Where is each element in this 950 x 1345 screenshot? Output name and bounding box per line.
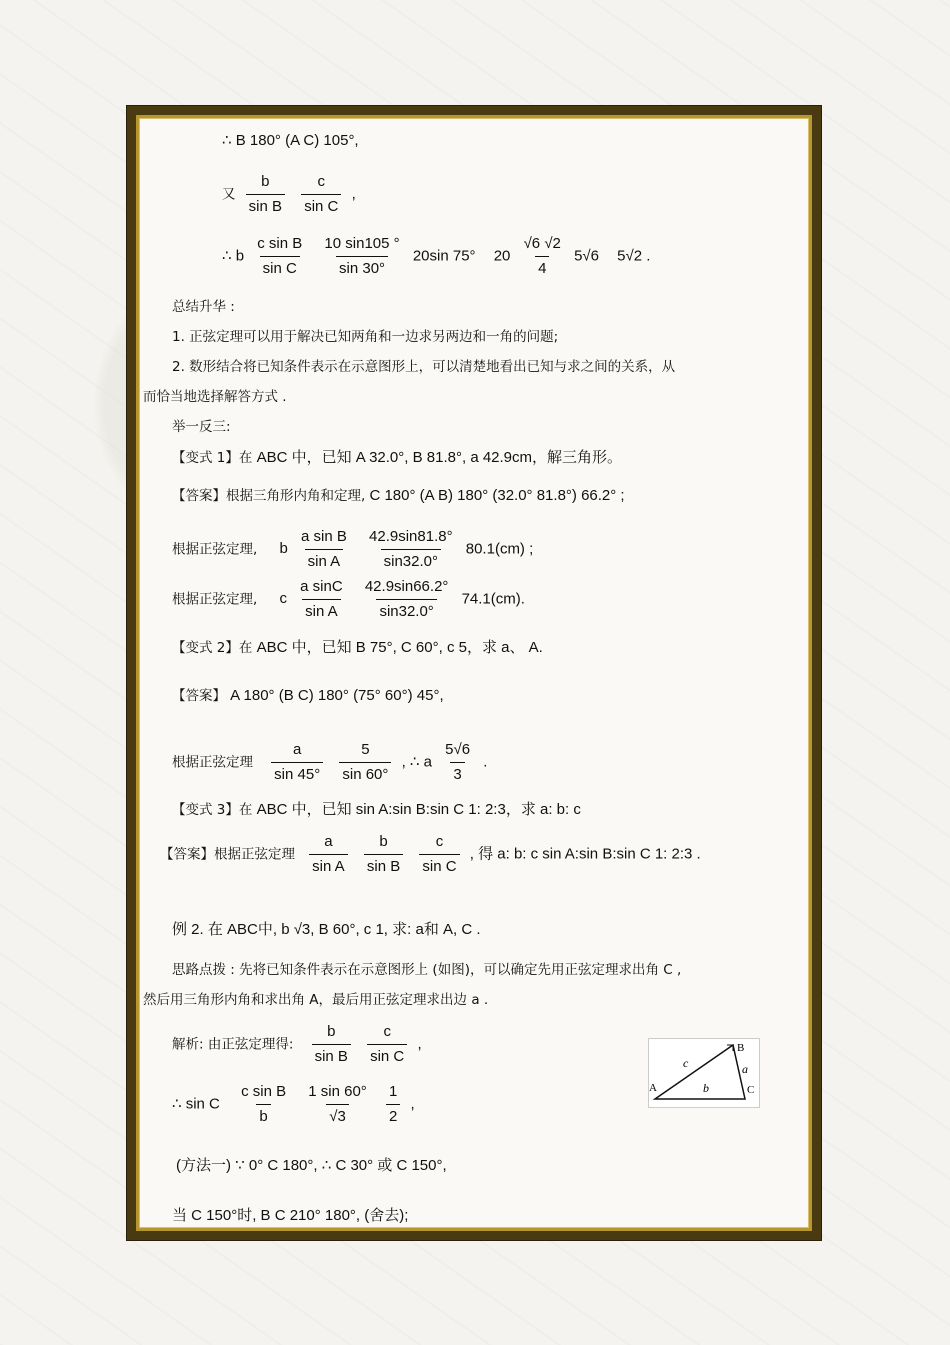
silu-1: 思路点拨 : 先将已知条件表示在示意图形上 (如图)，可以确定先用正弦定理求出角 C , [172,962,682,978]
jiexi: 解析: 由正弦定理得: $\frac{b}{\text{sin B}}$ $\frac{c}{\text{sin C}}$ , [172,1023,422,1065]
side-c-label: c [683,1056,689,1070]
answer-2: 【答案】 A 180° (B C) 180° (75° 60°) 45°, [172,687,444,704]
triangle-diagram [649,1039,759,1107]
jiexi-2: ∴ sin C $\frac{\text{c sin B}}{b}$ $\frac{1 \sin 60^\circ}{√3}$ $\frac{1}{2}$ , [172,1083,415,1125]
triangle-figure [648,1038,760,1108]
summary-2b: 而恰当地选择解答方式 . [143,389,287,405]
vertex-A-label: A [649,1082,657,1094]
answer-1c: 根据正弦定理, c $\frac{\text{a sinC}}{\text{sin A}}$ $\frac{42.9\sin 66.2^\circ}{\sin 32.0^\circ}$ 74.1(cm). [172,578,525,620]
line3: ∴ b $\frac{\text{c sin B}}{\text{sin C}}$ $\frac{10 \sin 105 ^\circ}{\sin 30^\circ}$ 20sin 75° 20 $\frac{√6 √2}{4}$ 5√6 5√2 . [222,235,651,277]
variant-3: 【变式 3】在 ABC 中，已知 sin A:sin B:sin C 1: 2:3，求 a: b: c [172,801,581,818]
method-1: (方法一) ∵ 0° C 180°, ∴ C 30° 或 C 150°, [176,1157,447,1174]
side-b-label: b [703,1081,709,1095]
vertex-C-label: C [747,1084,755,1096]
summary-title: 总结升华 : [172,299,235,315]
method-1-case: 当 C 150°时, B C 210° 180°, (舍去); [172,1207,409,1224]
answer-3: 【答案】根据正弦定理 $\frac{a}{\text{sin A}}$ $\frac{b}{\text{sin B}}$ $\frac{c}{\text{sin C}}$ , 得 a: b: c sin A:sin B:sin C 1: 2:3 . [160,833,701,875]
silu-2: 然后用三角形内角和求出角 A，最后用正弦定理求出边 a . [143,992,489,1008]
juyi: 举一反三: [172,419,231,435]
summary-2a: 2. 数形结合将已知条件表示在示意图形上，可以清楚地看出已知与求之间的关系，从 [172,359,676,375]
answer-2b: 根据正弦定理 $\frac{a}{\sin 45^\circ}$ $\frac{5}{\sin 60^\circ}$ , ∴ a $\frac{5√6}{3}$ . [172,741,488,783]
vertex-B-label: B [737,1042,745,1054]
summary-1: 1. 正弦定理可以用于解决已知两角和一边求另两边和一角的问题; [172,329,559,345]
line1: ∴ B 180° (A C) 105°, [222,132,359,149]
variant-2: 【变式 2】在 ABC 中，已知 B 75°, C 60°, c 5，求 a、 A. [172,639,543,656]
side-a-label: a [742,1062,748,1076]
answer-1b: 根据正弦定理, b $\frac{\text{a sin B}}{\text{sin A}}$ $\frac{42.9\sin 81.8^\circ}{\sin 32.0^\circ}$ 80.1(cm) ; [172,528,534,570]
variant-1: 【变式 1】在 ABC 中，已知 A 32.0°, B 81.8°, a 42.9cm，解三角形。 [172,449,623,466]
example-2: 例 2. 在 ABC中, b √3, B 60°, c 1, 求: a和 A, C . [172,921,481,938]
line2: 又 $\frac{b}{\text{sin B}}$ $\frac{c}{\text{sin C}}$ , [222,173,356,215]
answer-1: 【答案】根据三角形内角和定理, C 180° (A B) 180° (32.0° 81.8°) 66.2° ; [172,487,625,504]
